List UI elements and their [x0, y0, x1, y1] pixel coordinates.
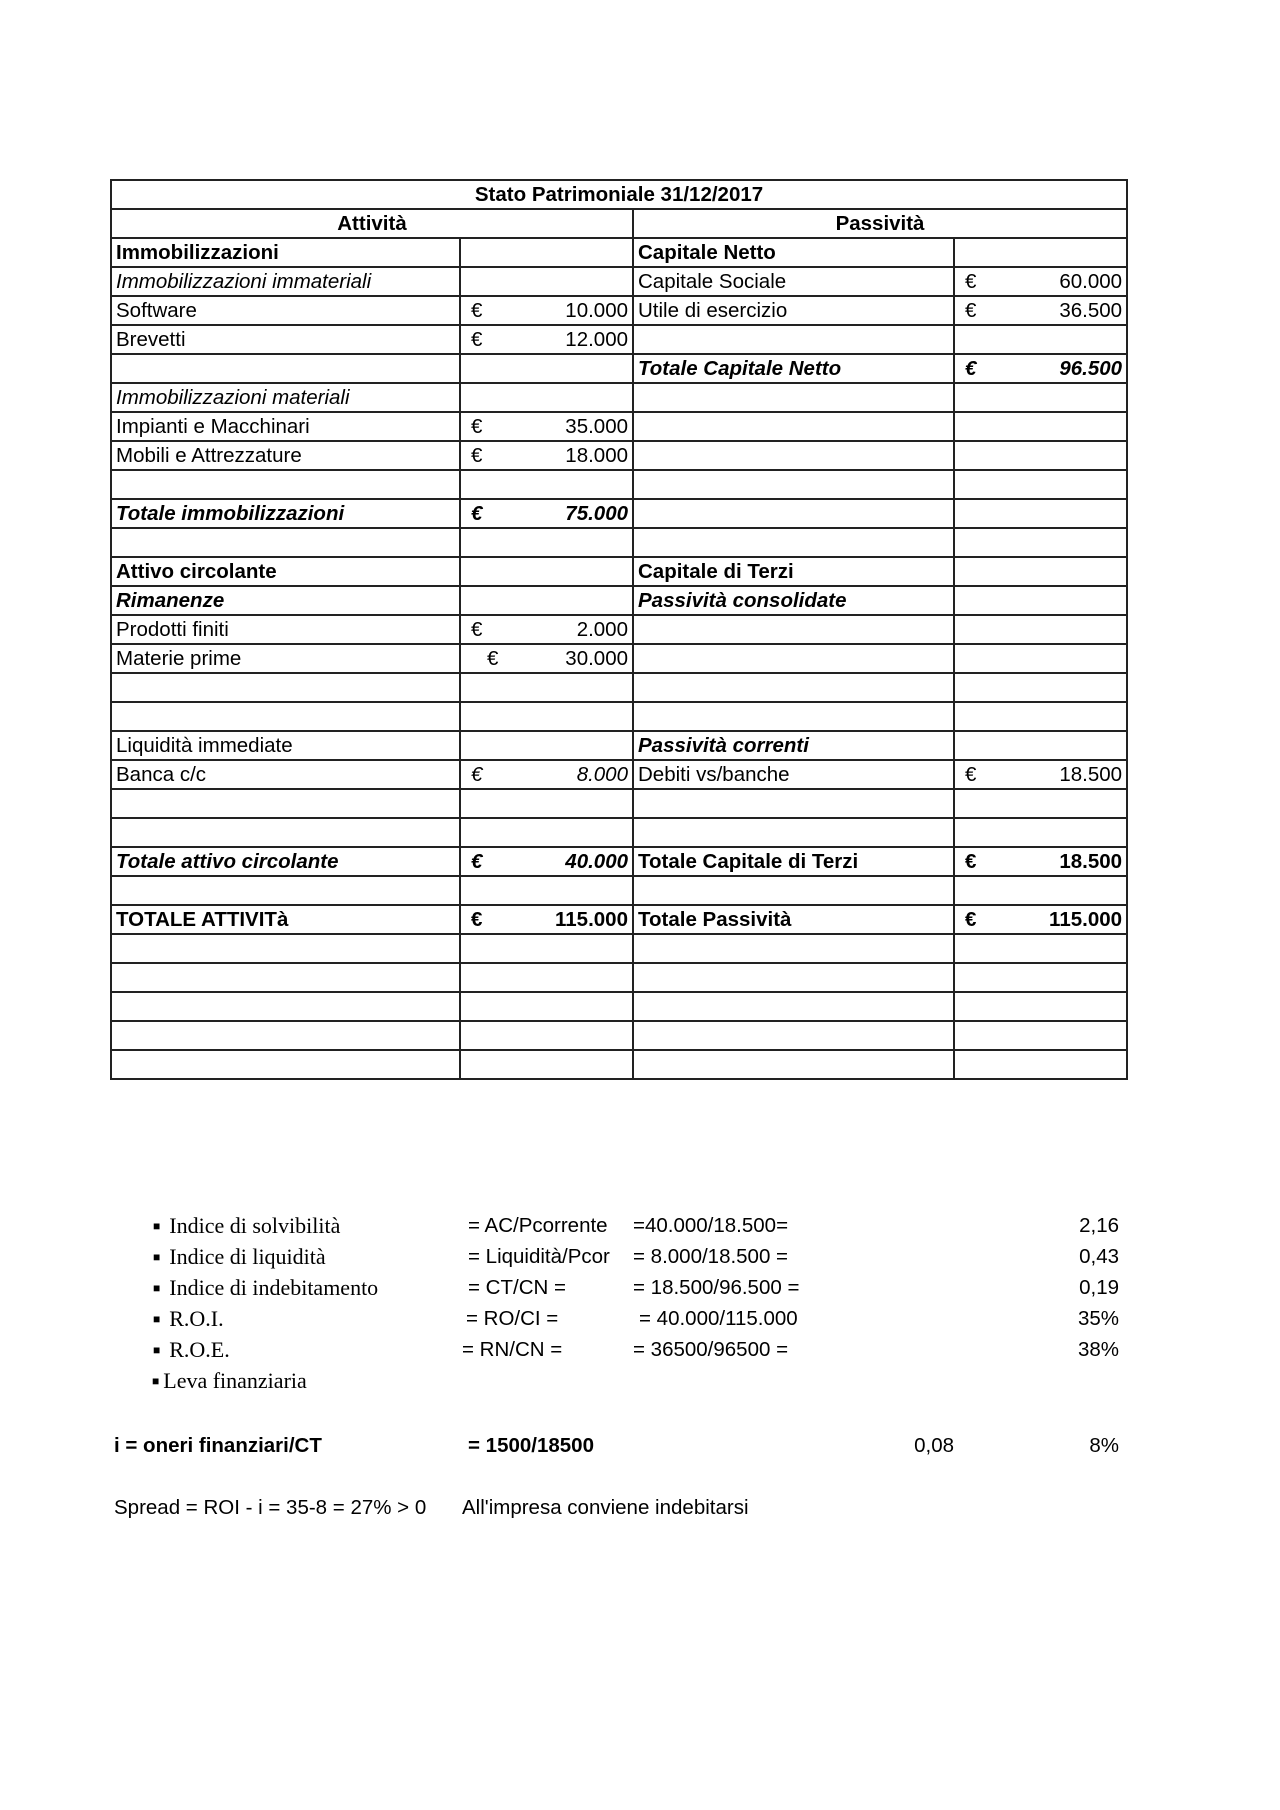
passivita-label — [633, 644, 954, 673]
attivita-label — [111, 528, 460, 557]
passivita-amount: 96.500 — [1059, 357, 1123, 380]
passivita-amount: 60.000 — [1059, 270, 1123, 293]
attivita-label: Materie prime — [111, 644, 460, 673]
ratio-name-line — [153, 1273, 378, 1303]
passivita-amount-cell — [954, 876, 1127, 905]
attivita-label: Immobilizzazioni — [111, 238, 460, 267]
passivita-label — [633, 470, 954, 499]
ratio-calc: = 8.000/18.500 = — [633, 1245, 789, 1268]
bullet-icon: ■ — [152, 1374, 160, 1388]
ratio-calc: = 18.500/96.500 = — [633, 1276, 800, 1299]
attivita-amount-cell — [460, 296, 633, 325]
table-row — [111, 325, 1127, 354]
passivita-label — [633, 934, 954, 963]
attivita-amount: 12.000 — [565, 328, 628, 351]
header-attivita: Attività — [111, 209, 633, 238]
table-row — [111, 586, 1127, 615]
ratio-name-line — [153, 1242, 326, 1272]
passivita-label — [633, 963, 954, 992]
table-row — [111, 470, 1127, 499]
ratio-formula: = CT/CN = — [468, 1276, 566, 1299]
passivita-label — [633, 1021, 954, 1050]
passivita-amount-cell — [954, 499, 1127, 528]
balance-sheet-table — [110, 179, 1128, 1080]
ratio-calc: =40.000/18.500= — [633, 1214, 789, 1237]
leva-line — [152, 1366, 307, 1396]
attivita-label — [111, 963, 460, 992]
interest-formula: = 1500/18500 — [468, 1434, 594, 1457]
attivita-amount-cell — [460, 789, 633, 818]
attivita-label: Immobilizzazioni immateriali — [111, 267, 460, 296]
passivita-label — [633, 499, 954, 528]
passivita-label: Capitale Sociale — [633, 267, 954, 296]
ratio-result: 38% — [1077, 1338, 1119, 1361]
spread-conclusion: All'impresa conviene indebitarsi — [462, 1496, 749, 1519]
attivita-amount-cell — [460, 557, 633, 586]
attivita-amount-cell — [460, 673, 633, 702]
passivita-label — [633, 789, 954, 818]
ratio-formula: = RN/CN = — [462, 1338, 563, 1361]
passivita-amount-cell — [954, 1050, 1127, 1079]
passivita-label: Passività consolidate — [633, 586, 954, 615]
table-row — [111, 847, 1127, 876]
attivita-amount-cell — [460, 818, 633, 847]
ratio-name-line — [153, 1211, 340, 1241]
passivita-amount-cell — [954, 847, 1127, 876]
attivita-amount-cell — [460, 238, 633, 267]
balance-sheet — [110, 179, 1126, 1080]
passivita-amount-cell — [954, 1021, 1127, 1050]
header-row — [111, 209, 1127, 238]
attivita-amount-cell — [460, 267, 633, 296]
passivita-amount-cell — [954, 818, 1127, 847]
attivita-amount: 75.000 — [565, 502, 628, 525]
attivita-amount-cell — [460, 1021, 633, 1050]
passivita-amount-cell — [954, 905, 1127, 934]
bullet-icon: ■ — [153, 1281, 161, 1295]
ratio-calc: = 36500/96500 = — [633, 1338, 789, 1361]
table-row — [111, 760, 1127, 789]
passivita-amount-cell — [954, 934, 1127, 963]
attivita-label — [111, 702, 460, 731]
sheet-title: Stato Patrimoniale 31/12/2017 — [111, 180, 1127, 209]
attivita-label: Immobilizzazioni materiali — [111, 383, 460, 412]
euro-symbol: € — [471, 444, 483, 467]
table-row — [111, 905, 1127, 934]
euro-symbol: € — [471, 328, 483, 351]
euro-symbol: € — [965, 357, 977, 380]
passivita-label — [633, 528, 954, 557]
attivita-amount-cell — [460, 847, 633, 876]
passivita-label — [633, 441, 954, 470]
attivita-label: Attivo circolante — [111, 557, 460, 586]
euro-symbol: € — [471, 415, 483, 438]
table-row — [111, 934, 1127, 963]
passivita-label — [633, 412, 954, 441]
ratio-result: 35% — [1077, 1307, 1119, 1330]
table-row — [111, 1021, 1127, 1050]
interest-percent: 8% — [1089, 1434, 1119, 1457]
attivita-amount-cell — [460, 325, 633, 354]
ratio-name: R.O.E. — [169, 1337, 230, 1362]
attivita-label: Banca c/c — [111, 760, 460, 789]
euro-symbol: € — [965, 908, 977, 931]
passivita-amount-cell — [954, 325, 1127, 354]
passivita-label: Debiti vs/banche — [633, 760, 954, 789]
attivita-amount: 2.000 — [576, 618, 628, 641]
passivita-amount-cell — [954, 470, 1127, 499]
euro-symbol: € — [965, 270, 977, 293]
table-row — [111, 238, 1127, 267]
attivita-label — [111, 1021, 460, 1050]
euro-symbol: € — [471, 850, 483, 873]
attivita-label — [111, 818, 460, 847]
passivita-label — [633, 1050, 954, 1079]
passivita-amount-cell — [954, 296, 1127, 325]
attivita-amount-cell — [460, 528, 633, 557]
passivita-label — [633, 383, 954, 412]
passivita-amount: 18.500 — [1059, 763, 1123, 786]
passivita-amount-cell — [954, 615, 1127, 644]
passivita-label: Totale Passività — [633, 905, 954, 934]
attivita-amount-cell — [460, 992, 633, 1021]
ratio-name: R.O.I. — [169, 1306, 224, 1331]
attivita-amount-cell — [460, 963, 633, 992]
attivita-label: Totale immobilizzazioni — [111, 499, 460, 528]
attivita-label: Prodotti finiti — [111, 615, 460, 644]
passivita-amount: 36.500 — [1059, 299, 1123, 322]
ratio-result: 0,19 — [1079, 1276, 1119, 1299]
table-row — [111, 441, 1127, 470]
attivita-amount-cell — [460, 1050, 633, 1079]
attivita-amount-cell — [460, 934, 633, 963]
interest-decimal: 0,08 — [914, 1434, 954, 1457]
ratio-name: Indice di solvibilità — [169, 1213, 341, 1238]
bullet-icon: ■ — [153, 1343, 161, 1357]
euro-symbol: € — [965, 299, 977, 322]
attivita-label: Rimanenze — [111, 586, 460, 615]
ratio-formula: = Liquidità/Pcor — [468, 1245, 610, 1268]
passivita-label — [633, 876, 954, 905]
attivita-amount-cell — [460, 702, 633, 731]
table-row — [111, 296, 1127, 325]
attivita-label — [111, 354, 460, 383]
attivita-amount-cell — [460, 412, 633, 441]
attivita-amount-cell — [460, 586, 633, 615]
attivita-amount-cell — [460, 905, 633, 934]
ratio-formula: = RO/CI = — [466, 1307, 559, 1330]
ratio-name-line — [153, 1335, 230, 1365]
attivita-amount: 35.000 — [565, 415, 628, 438]
table-row — [111, 731, 1127, 760]
attivita-label: Software — [111, 296, 460, 325]
attivita-amount: 115.000 — [555, 908, 628, 931]
ratio-formula: = AC/Pcorrente — [468, 1214, 608, 1237]
euro-symbol: € — [471, 299, 483, 322]
spread-text: Spread = ROI - i = 35-8 = 27% > 0 — [114, 1496, 427, 1519]
attivita-label: Brevetti — [111, 325, 460, 354]
attivita-amount: 18.000 — [565, 444, 628, 467]
leva-label: Leva finanziaria — [163, 1368, 307, 1393]
attivita-amount: 30.000 — [565, 647, 628, 670]
passivita-amount: 18.500 — [1059, 850, 1123, 873]
passivita-label — [633, 702, 954, 731]
table-row — [111, 383, 1127, 412]
attivita-amount-cell — [460, 876, 633, 905]
euro-symbol: € — [471, 763, 483, 786]
table-row — [111, 789, 1127, 818]
attivita-amount-cell — [460, 383, 633, 412]
passivita-amount: 115.000 — [1049, 908, 1123, 931]
passivita-amount-cell — [954, 267, 1127, 296]
table-row — [111, 1050, 1127, 1079]
ratio-name: Indice di indebitamento — [169, 1275, 379, 1300]
euro-symbol: € — [471, 502, 483, 525]
passivita-amount-cell — [954, 441, 1127, 470]
attivita-amount-cell — [460, 470, 633, 499]
ratio-calc: = 40.000/115.000 — [639, 1307, 798, 1330]
euro-symbol: € — [487, 647, 499, 670]
attivita-label — [111, 876, 460, 905]
attivita-label: Impianti e Macchinari — [111, 412, 460, 441]
euro-symbol: € — [965, 763, 977, 786]
header-passivita: Passività — [633, 209, 1127, 238]
euro-symbol: € — [965, 850, 977, 873]
attivita-amount: 40.000 — [565, 850, 628, 873]
attivita-label — [111, 934, 460, 963]
ratio-name-line — [153, 1304, 224, 1334]
passivita-amount-cell — [954, 963, 1127, 992]
table-row — [111, 702, 1127, 731]
attivita-amount-cell — [460, 731, 633, 760]
euro-symbol: € — [471, 908, 483, 931]
passivita-amount-cell — [954, 644, 1127, 673]
table-row — [111, 615, 1127, 644]
interest-label: i = oneri finanziari/CT — [114, 1434, 322, 1457]
attivita-amount-cell — [460, 441, 633, 470]
passivita-amount-cell — [954, 789, 1127, 818]
table-row — [111, 673, 1127, 702]
attivita-label — [111, 470, 460, 499]
attivita-label — [111, 673, 460, 702]
bullet-icon: ■ — [153, 1219, 161, 1233]
passivita-label: Totale Capitale Netto — [633, 354, 954, 383]
attivita-label: Mobili e Attrezzature — [111, 441, 460, 470]
table-row — [111, 354, 1127, 383]
attivita-amount: 10.000 — [565, 299, 628, 322]
attivita-label — [111, 1050, 460, 1079]
passivita-label: Capitale di Terzi — [633, 557, 954, 586]
table-row — [111, 557, 1127, 586]
attivita-amount: 8.000 — [576, 763, 628, 786]
bullet-icon: ■ — [153, 1312, 161, 1326]
passivita-label — [633, 673, 954, 702]
table-row — [111, 963, 1127, 992]
passivita-amount-cell — [954, 702, 1127, 731]
attivita-amount-cell — [460, 615, 633, 644]
passivita-amount-cell — [954, 673, 1127, 702]
passivita-amount-cell — [954, 383, 1127, 412]
attivita-label: Liquidità immediate — [111, 731, 460, 760]
passivita-label — [633, 325, 954, 354]
table-row — [111, 876, 1127, 905]
attivita-label — [111, 992, 460, 1021]
passivita-label: Totale Capitale di Terzi — [633, 847, 954, 876]
attivita-amount-cell — [460, 644, 633, 673]
attivita-amount-cell — [460, 354, 633, 383]
attivita-label: TOTALE ATTIVITà — [111, 905, 460, 934]
passivita-label: Capitale Netto — [633, 238, 954, 267]
passivita-amount-cell — [954, 528, 1127, 557]
passivita-amount-cell — [954, 760, 1127, 789]
ratio-result: 0,43 — [1079, 1245, 1119, 1268]
table-row — [111, 412, 1127, 441]
euro-symbol: € — [471, 618, 483, 641]
passivita-label: Utile di esercizio — [633, 296, 954, 325]
passivita-amount-cell — [954, 557, 1127, 586]
passivita-amount-cell — [954, 412, 1127, 441]
title-row — [111, 180, 1127, 209]
attivita-amount-cell — [460, 760, 633, 789]
attivita-label: Totale attivo circolante — [111, 847, 460, 876]
passivita-label — [633, 615, 954, 644]
table-row — [111, 992, 1127, 1021]
table-row — [111, 499, 1127, 528]
passivita-label — [633, 992, 954, 1021]
passivita-amount-cell — [954, 586, 1127, 615]
table-row — [111, 267, 1127, 296]
passivita-amount-cell — [954, 354, 1127, 383]
bullet-icon: ■ — [153, 1250, 161, 1264]
table-row — [111, 644, 1127, 673]
passivita-label — [633, 818, 954, 847]
ratio-name: Indice di liquidità — [169, 1244, 326, 1269]
passivita-amount-cell — [954, 238, 1127, 267]
passivita-label: Passività correnti — [633, 731, 954, 760]
attivita-label — [111, 789, 460, 818]
passivita-amount-cell — [954, 992, 1127, 1021]
ratio-result: 2,16 — [1079, 1214, 1119, 1237]
table-row — [111, 818, 1127, 847]
table-row — [111, 528, 1127, 557]
passivita-amount-cell — [954, 731, 1127, 760]
attivita-amount-cell — [460, 499, 633, 528]
